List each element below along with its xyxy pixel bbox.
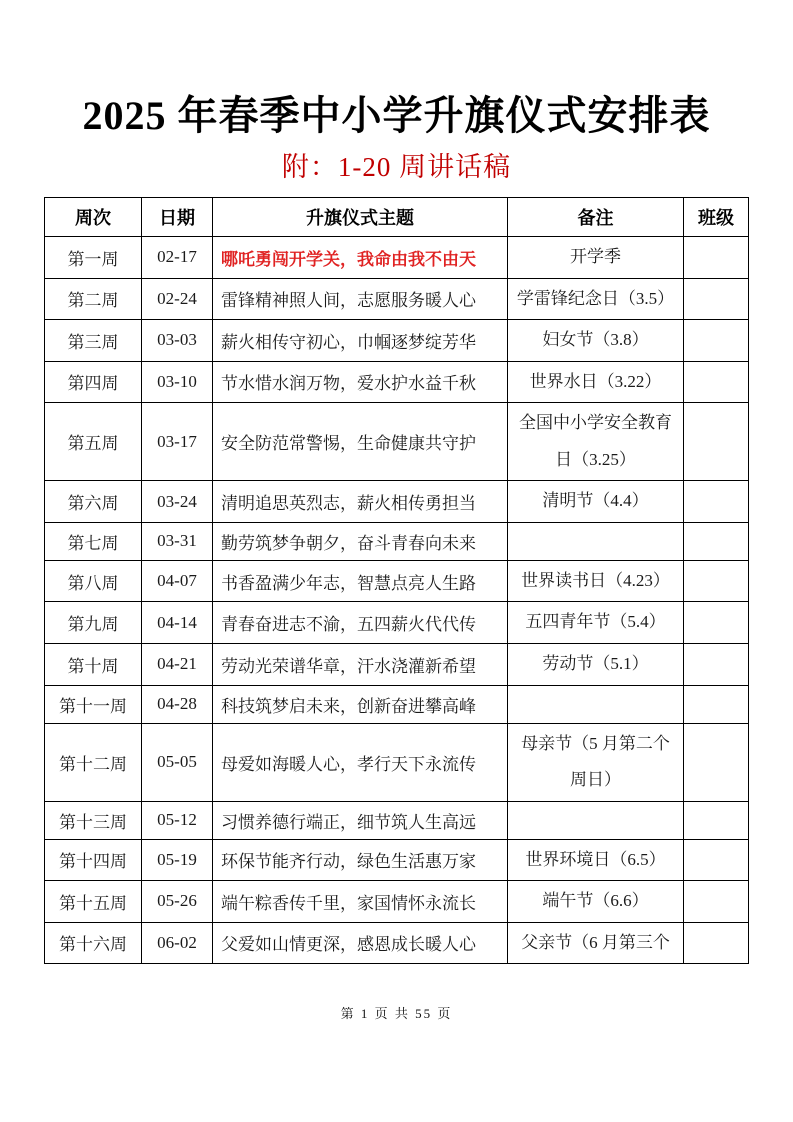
- cell-week: 第六周: [45, 481, 142, 523]
- cell-date: 03-10: [142, 361, 213, 403]
- cell-week: 第三周: [45, 320, 142, 362]
- cell-class: [684, 320, 749, 362]
- cell-date: 03-03: [142, 320, 213, 362]
- cell-date: 04-14: [142, 602, 213, 644]
- cell-theme: 哪吒勇闯开学关，我命由我不由天: [213, 237, 508, 279]
- cell-class: [684, 839, 749, 881]
- cell-date: 02-24: [142, 278, 213, 320]
- cell-week: 第一周: [45, 237, 142, 279]
- cell-note: 父亲节（6 月第三个: [508, 922, 684, 964]
- cell-class: [684, 522, 749, 560]
- cell-note: 世界环境日（6.5）: [508, 839, 684, 881]
- cell-theme: 母爱如海暖人心，孝行天下永流传: [213, 723, 508, 801]
- cell-note: 全国中小学安全教育日（3.25）: [508, 403, 684, 481]
- cell-week: 第四周: [45, 361, 142, 403]
- cell-date: 05-12: [142, 801, 213, 839]
- table-row: [45, 278, 749, 320]
- cell-note: [508, 522, 684, 560]
- cell-week: 第十六周: [45, 922, 142, 964]
- cell-class: [684, 481, 749, 523]
- cell-theme: 环保节能齐行动，绿色生活惠万家: [213, 839, 508, 881]
- cell-week: 第九周: [45, 602, 142, 644]
- cell-note: 世界水日（3.22）: [508, 361, 684, 403]
- cell-date: 04-28: [142, 685, 213, 723]
- table-header: [45, 198, 749, 237]
- schedule-table: [44, 197, 749, 964]
- cell-week: 第二周: [45, 278, 142, 320]
- cell-class: [684, 922, 749, 964]
- header-date: 日期: [142, 198, 213, 237]
- cell-class: [684, 643, 749, 685]
- cell-class: [684, 278, 749, 320]
- header-note: 备注: [508, 198, 684, 237]
- page-number: 第 1 页 共 55 页: [340, 1006, 453, 1022]
- table-row: [45, 481, 749, 523]
- cell-class: [684, 361, 749, 403]
- cell-date: 05-19: [142, 839, 213, 881]
- cell-class: [684, 237, 749, 279]
- table-row: [45, 801, 749, 839]
- cell-week: 第八周: [45, 560, 142, 602]
- cell-date: 05-05: [142, 723, 213, 801]
- table-row: [45, 685, 749, 723]
- table-row: [45, 723, 749, 801]
- table-row: [45, 560, 749, 602]
- cell-date: 02-17: [142, 237, 213, 279]
- cell-class: [684, 685, 749, 723]
- page-title: 2025 年春季中小学升旗仪式安排表: [82, 93, 711, 138]
- header-week: 周次: [45, 198, 142, 237]
- cell-week: 第十三周: [45, 801, 142, 839]
- table-row: [45, 839, 749, 881]
- cell-theme: 薪火相传守初心，巾帼逐梦绽芳华: [213, 320, 508, 362]
- cell-theme: 雷锋精神照人间，志愿服务暖人心: [213, 278, 508, 320]
- cell-note: [508, 685, 684, 723]
- table-row: [45, 922, 749, 964]
- cell-week: 第十二周: [45, 723, 142, 801]
- cell-theme: 安全防范常警惕，生命健康共守护: [213, 403, 508, 481]
- cell-date: 03-24: [142, 481, 213, 523]
- header-class: 班级: [684, 198, 749, 237]
- cell-theme: 清明追思英烈志，薪火相传勇担当: [213, 481, 508, 523]
- header-theme: 升旗仪式主题: [213, 198, 508, 237]
- cell-note: 妇女节（3.8）: [508, 320, 684, 362]
- cell-note: 世界读书日（4.23）: [508, 560, 684, 602]
- cell-class: [684, 403, 749, 481]
- cell-note: 劳动节（5.1）: [508, 643, 684, 685]
- table-row: [45, 522, 749, 560]
- cell-date: 06-02: [142, 922, 213, 964]
- cell-date: 05-26: [142, 881, 213, 923]
- cell-week: 第十四周: [45, 839, 142, 881]
- cell-theme: 端午粽香传千里，家国情怀永流长: [213, 881, 508, 923]
- cell-class: [684, 723, 749, 801]
- cell-note: 端午节（6.6）: [508, 881, 684, 923]
- cell-class: [684, 560, 749, 602]
- cell-theme: 习惯养德行端正，细节筑人生高远: [213, 801, 508, 839]
- table-row: [45, 602, 749, 644]
- cell-theme: 勤劳筑梦争朝夕，奋斗青春向未来: [213, 522, 508, 560]
- cell-week: 第十周: [45, 643, 142, 685]
- cell-theme: 书香盈满少年志，智慧点亮人生路: [213, 560, 508, 602]
- cell-date: 04-07: [142, 560, 213, 602]
- cell-theme: 劳动光荣谱华章，汗水浇灌新希望: [213, 643, 508, 685]
- header-row: [45, 198, 749, 237]
- cell-class: [684, 881, 749, 923]
- table-row: [45, 403, 749, 481]
- cell-date: 03-17: [142, 403, 213, 481]
- cell-date: 04-21: [142, 643, 213, 685]
- cell-note: 清明节（4.4）: [508, 481, 684, 523]
- cell-note: 五四青年节（5.4）: [508, 602, 684, 644]
- table-row: [45, 643, 749, 685]
- cell-note: [508, 801, 684, 839]
- schedule-table-body: [45, 237, 749, 964]
- cell-theme: 父爱如山情更深，感恩成长暖人心: [213, 922, 508, 964]
- cell-week: 第五周: [45, 403, 142, 481]
- table-row: [45, 361, 749, 403]
- cell-theme: 青春奋进志不渝，五四薪火代代传: [213, 602, 508, 644]
- page-subtitle: 附：1-20 周讲话稿: [281, 152, 512, 182]
- cell-week: 第十五周: [45, 881, 142, 923]
- cell-date: 03-31: [142, 522, 213, 560]
- cell-note: 母亲节（5 月第二个周日）: [508, 723, 684, 801]
- cell-class: [684, 801, 749, 839]
- cell-theme: 节水惜水润万物，爱水护水益千秋: [213, 361, 508, 403]
- table-row: [45, 237, 749, 279]
- cell-theme: 科技筑梦启未来，创新奋进攀高峰: [213, 685, 508, 723]
- cell-week: 第七周: [45, 522, 142, 560]
- table-row: [45, 320, 749, 362]
- cell-note: 开学季: [508, 237, 684, 279]
- cell-week: 第十一周: [45, 685, 142, 723]
- cell-class: [684, 602, 749, 644]
- table-row: [45, 881, 749, 923]
- cell-note: 学雷锋纪念日（3.5）: [508, 278, 684, 320]
